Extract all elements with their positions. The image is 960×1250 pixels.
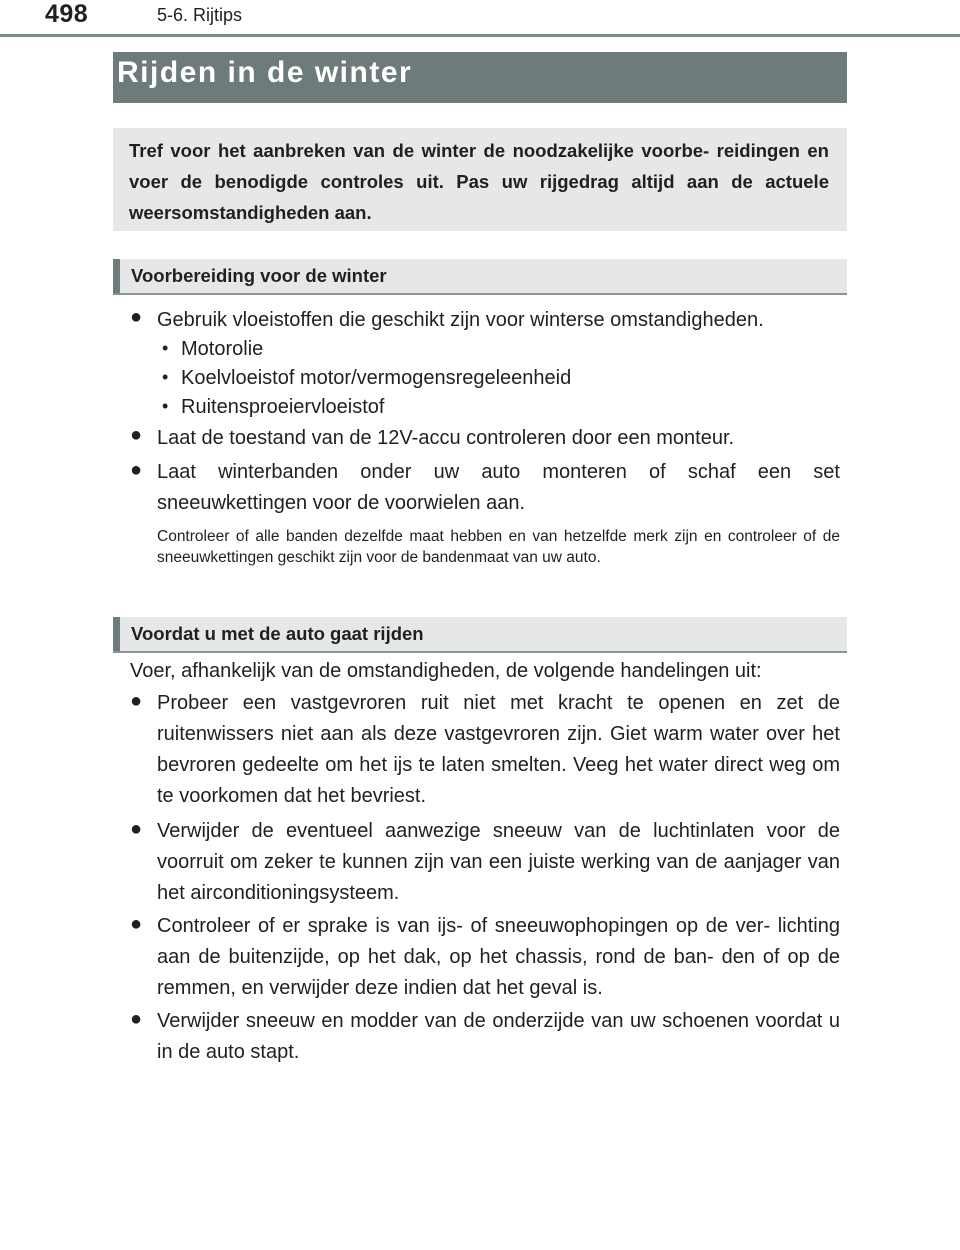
- bullet-icon: ●: [130, 1008, 143, 1030]
- sub-bullet-icon: •: [162, 396, 169, 416]
- intro-text: Tref voor het aanbreken van de winter de noodzakelijke voorbe- reidingen en voer de benodigde controles uit. Pas uw rijgedrag altijd aan de actuele weersomstandigheden aan.: [129, 140, 829, 223]
- section-heading-bar: [113, 259, 120, 293]
- sub-list-item: Motorolie: [181, 338, 264, 360]
- section-heading-before-driving: [113, 617, 847, 653]
- sub-list-item: Koelvloeistof motor/vermogensregeleenheid: [181, 367, 572, 389]
- sub-list-item: Ruitensproeiervloeistof: [181, 396, 385, 418]
- section-heading-preparation: [113, 259, 847, 295]
- section-heading-bar: [113, 617, 120, 651]
- bullet-icon: ●: [130, 459, 143, 481]
- list-item: Controleer of er sprake is van ijs- of sneeuwophopingen op de ver- lichting aan de buitenzijde, op het dak, op het chassis, rond de ban- den of op de remmen, en verwijder deze indien dat het geval is.: [157, 915, 840, 999]
- list-item: Verwijder de eventueel aanwezige sneeuw van de luchtinlaten voor de voorruit om zeker te kunnen zijn van een juiste werking van de aanjager van het airconditioningsysteem.: [157, 820, 840, 904]
- lead-text: Voer, afhankelijk van de omstandigheden, de volgende handelingen uit:: [130, 660, 762, 682]
- list-item: Laat winterbanden onder uw auto monteren of schaf een set sneeuwkettingen voor de voorwielen aan.: [157, 461, 840, 514]
- section-heading-label: Voordat u met de auto gaat rijden: [131, 623, 424, 644]
- list-item: Probeer een vastgevroren ruit niet met kracht te openen en zet de ruitenwissers niet aan als deze vastgevroren zijn. Giet warm water over het bevroren gedeelte om het ijs te laten smelten. Veeg het water direct weg om te voorkomen dat het bevriest.: [157, 692, 840, 807]
- section-heading-label: Voorbereiding voor de winter: [131, 265, 387, 286]
- page-header: [0, 0, 960, 40]
- list-item: Verwijder sneeuw en modder van de onderzijde van uw schoenen voordat u in de auto stapt.: [157, 1010, 840, 1063]
- bullet-icon: ●: [130, 306, 143, 328]
- sub-bullet-icon: •: [162, 338, 169, 358]
- note-text: Controleer of alle banden dezelfde maat hebben en van hetzelfde merk zijn en controleer of de sneeuwkettingen geschikt zijn voor de bandenmaat van uw auto.: [157, 528, 840, 566]
- page-title: Rijden in de winter: [117, 56, 413, 89]
- bullet-icon: ●: [130, 818, 143, 840]
- sub-bullet-icon: •: [162, 367, 169, 387]
- bullet-icon: ●: [130, 913, 143, 935]
- list-item: Gebruik vloeistoffen die geschikt zijn voor winterse omstandigheden.: [157, 309, 764, 331]
- section-label: 5-6. Rijtips: [157, 5, 243, 25]
- bullet-icon: ●: [130, 690, 143, 712]
- header-divider: [0, 34, 960, 37]
- bullet-icon: ●: [130, 424, 143, 446]
- list-item: Laat de toestand van de 12V-accu controleren door een monteur.: [157, 427, 735, 449]
- page-number: 498: [45, 0, 89, 28]
